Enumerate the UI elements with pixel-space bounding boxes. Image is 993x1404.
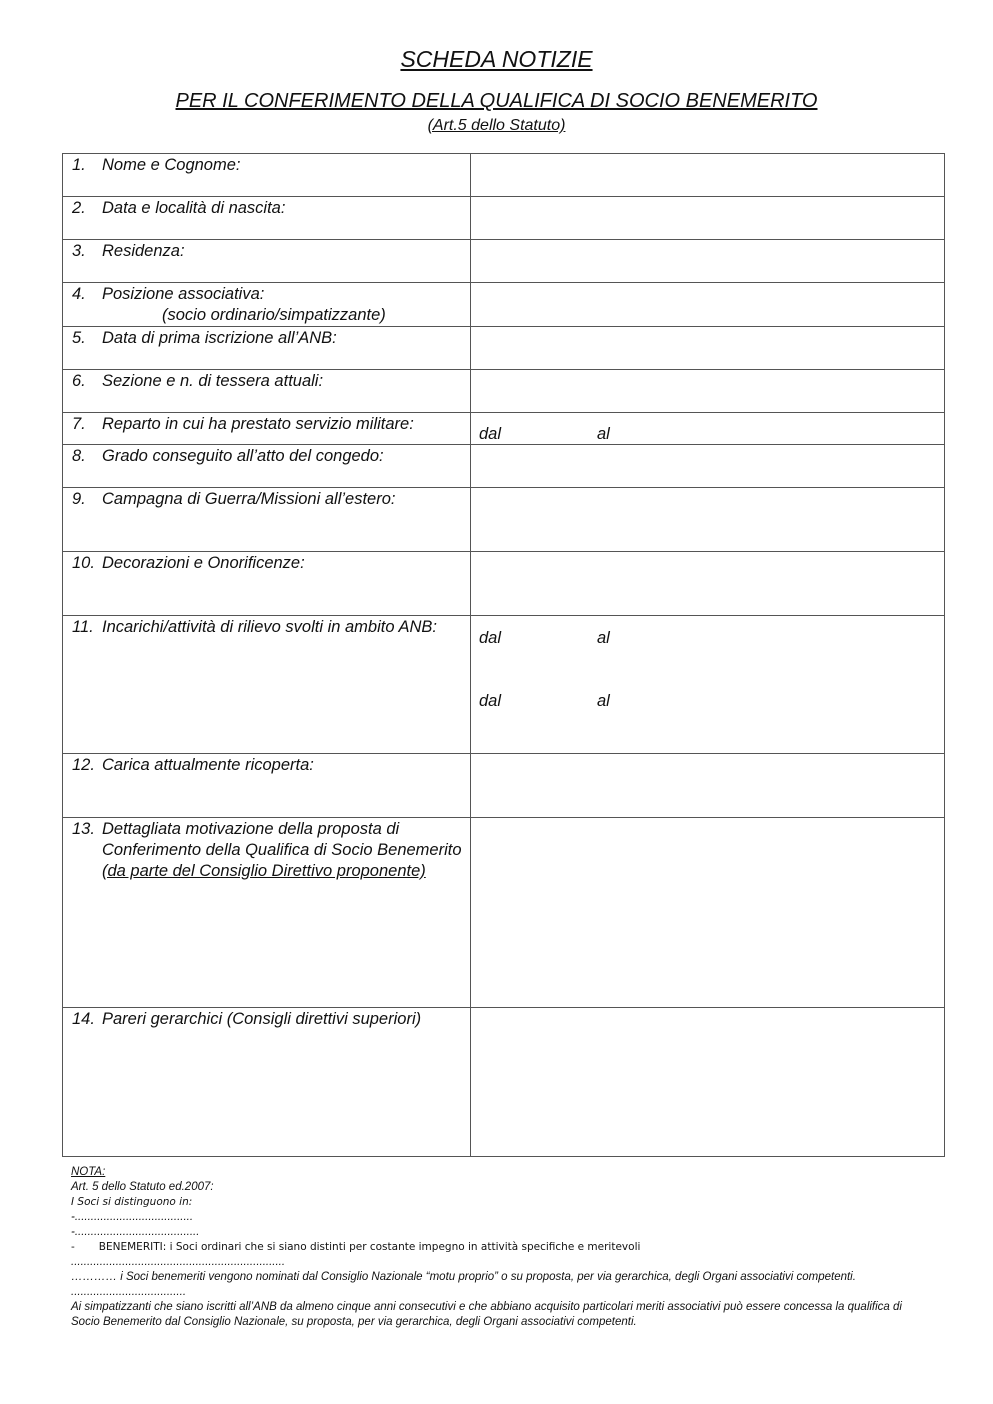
row-label: Data di prima iscrizione all’ANB: — [102, 329, 337, 347]
form-row-decorations — [63, 552, 945, 616]
row-number: 14. — [72, 1010, 95, 1028]
nota-line: Ai simpatizzanti che siano iscritti all’ANB da almeno cinque anni consecutivi e che abbiano acquisito particolari meriti associativi può essere concessa la qualifica di Socio Benemerito dal Consiglio Nazionale, su proposta, per via gerarchica, degli Organi associativi competenti. — [71, 1301, 902, 1328]
row-number: 4. — [72, 285, 86, 303]
row-number: 10. — [72, 554, 95, 572]
row-number: 8. — [72, 447, 86, 465]
label-cell — [63, 197, 471, 240]
label-cell — [63, 552, 471, 616]
row-label: Campagna di Guerra/Missioni all’estero: — [102, 490, 396, 508]
nota-line — [71, 1240, 931, 1255]
to-label: al — [597, 629, 610, 647]
nota-line: ................................................................... — [71, 1256, 286, 1268]
row-label: Carica attualmente ricoperta: — [102, 756, 314, 774]
label-cell — [63, 283, 471, 327]
label-cell — [63, 240, 471, 283]
row-label: Residenza: — [102, 242, 185, 260]
row-label: Posizione associativa: — [102, 285, 265, 303]
form-row-residence — [63, 240, 945, 283]
nota-line: .................................... — [71, 1286, 187, 1298]
form-row-motivation — [63, 818, 945, 1008]
row-number: 6. — [72, 372, 86, 390]
row-label: Reparto in cui ha prestato servizio militare: — [102, 415, 414, 433]
nota-benemeriti: BENEMERITI: i Soci ordinari che si siano distinti per costante impegno in attività specifiche e meritevoli — [98, 1241, 641, 1253]
form-row-assignments — [63, 616, 945, 754]
label-cell — [63, 154, 471, 197]
assignments-field[interactable] — [471, 616, 945, 754]
motivation-field[interactable] — [471, 818, 945, 1008]
from-label: dal — [479, 692, 502, 710]
row-number: 1. — [72, 156, 86, 174]
section-card-field[interactable] — [471, 370, 945, 413]
from-label: dal — [479, 425, 502, 443]
row-label-underlined: (da parte del Consiglio Direttivo proponente) — [102, 862, 426, 880]
opinions-field[interactable] — [471, 1008, 945, 1157]
form-row-opinions — [63, 1008, 945, 1157]
residence-field[interactable] — [471, 240, 945, 283]
from-label: dal — [479, 629, 502, 647]
form-row-position — [63, 283, 945, 327]
form-row-current-office — [63, 754, 945, 818]
label-cell — [63, 413, 471, 445]
form-row-rank — [63, 445, 945, 488]
label-cell — [63, 327, 471, 370]
row-label: Sezione e n. di tessera attuali: — [102, 372, 324, 390]
nota-line: Art. 5 dello Statuto ed.2007: — [71, 1181, 214, 1193]
label-cell — [63, 818, 471, 1008]
row-sublabel: (socio ordinario/simpatizzante) — [162, 306, 386, 324]
to-label: al — [597, 425, 610, 443]
row-label: Incarichi/attività di rilievo svolti in ambito ANB: — [102, 618, 438, 636]
campaigns-field[interactable] — [471, 488, 945, 552]
nota-line: -..................................... — [71, 1211, 194, 1223]
row-number: 9. — [72, 490, 86, 508]
row-label: Pareri gerarchici (Consigli direttivi superiori) — [102, 1010, 422, 1028]
label-cell — [63, 754, 471, 818]
row-number: 3. — [72, 242, 86, 260]
footnote — [71, 1165, 931, 1330]
label-cell — [63, 616, 471, 754]
row-label: Dettagliata motivazione della proposta di Conferimento della Qualifica di Socio Benemerito — [102, 820, 462, 859]
birth-field[interactable] — [471, 197, 945, 240]
nota-line: -....................................... — [71, 1226, 200, 1238]
row-number: 7. — [72, 415, 86, 433]
row-number: 13. — [72, 820, 95, 838]
nota-line: ………… i Soci benemeriti vengono nominati dal Consiglio Nazionale “motu proprio” o su proposta, per via gerarchica, degli Organi associativi competenti. — [71, 1271, 856, 1283]
row-number: 11. — [72, 618, 94, 636]
form-row-military-unit — [63, 413, 945, 445]
name-field[interactable] — [471, 154, 945, 197]
form-row-first-enrollment — [63, 327, 945, 370]
to-label: al — [597, 692, 610, 710]
nota-line: I Soci si distinguono in: — [71, 1196, 193, 1208]
label-cell — [63, 445, 471, 488]
row-number: 12. — [72, 756, 95, 774]
row-label: Nome e Cognome: — [102, 156, 241, 174]
document-subtitle: PER IL CONFERIMENTO DELLA QUALIFICA DI SOCIO BENEMERITO — [175, 90, 818, 112]
position-field[interactable] — [471, 283, 945, 327]
form-row-campaigns — [63, 488, 945, 552]
form-row-section — [63, 370, 945, 413]
form-row-birth — [63, 197, 945, 240]
enrollment-date-field[interactable] — [471, 327, 945, 370]
row-number: 5. — [72, 329, 86, 347]
info-form-table — [62, 153, 945, 1157]
document-title: SCHEDA NOTIZIE — [400, 46, 593, 72]
label-cell — [63, 488, 471, 552]
label-cell — [63, 370, 471, 413]
nota-dash: - — [71, 1241, 75, 1253]
current-office-field[interactable] — [471, 754, 945, 818]
statute-reference: (Art.5 dello Statuto) — [427, 117, 566, 134]
label-cell — [63, 1008, 471, 1157]
row-label: Decorazioni e Onorificenze: — [102, 554, 305, 572]
row-number: 2. — [72, 199, 86, 217]
row-label: Data e località di nascita: — [102, 199, 286, 217]
form-row-name — [63, 154, 945, 197]
row-label: Grado conseguito all’atto del congedo: — [102, 447, 384, 465]
military-unit-field[interactable] — [471, 413, 945, 445]
decorations-field[interactable] — [471, 552, 945, 616]
rank-field[interactable] — [471, 445, 945, 488]
nota-heading: NOTA: — [71, 1166, 106, 1178]
